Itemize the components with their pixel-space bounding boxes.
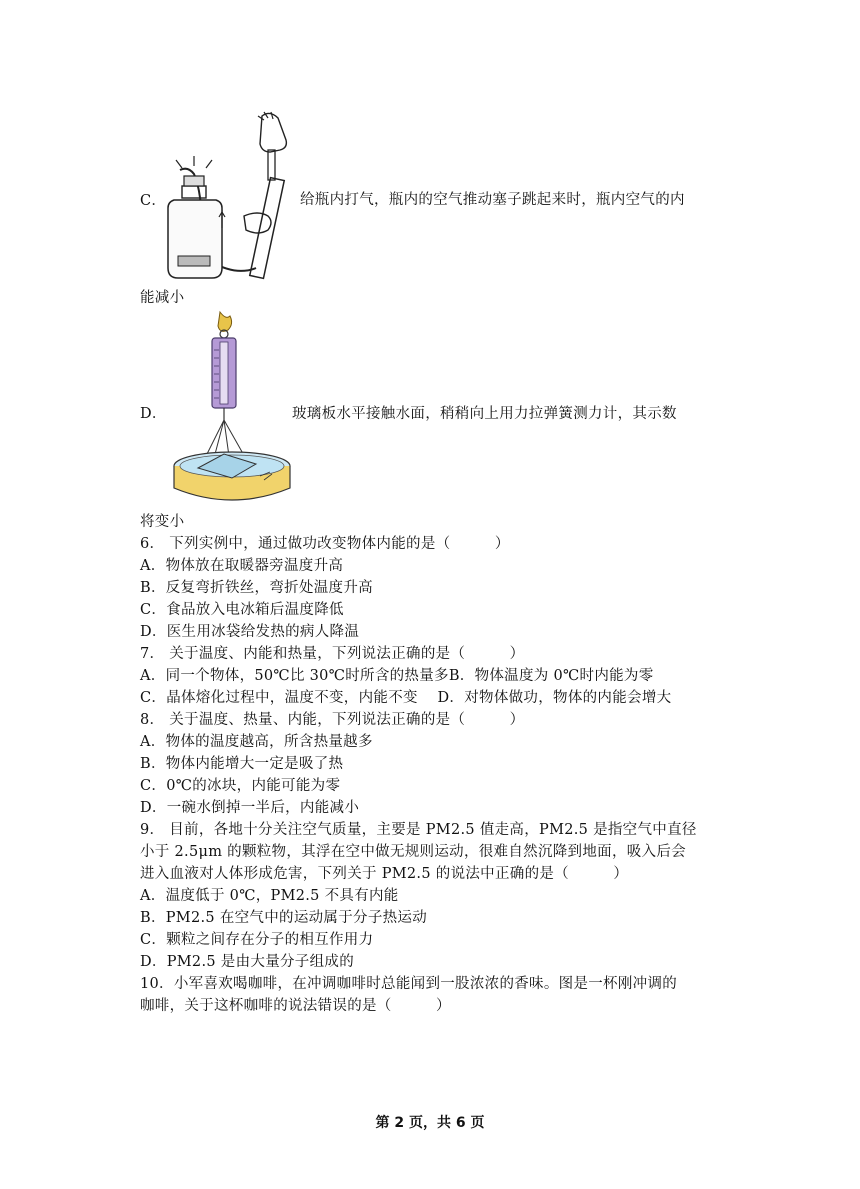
question-8-option-d[interactable]: D．一碗水倒掉一半后，内能减小 (140, 800, 360, 816)
question-8-option-c[interactable]: C．0℃的冰块，内能可能为零 (140, 778, 341, 794)
question-6-option-b[interactable]: B．反复弯折铁丝，弯折处温度升高 (140, 580, 373, 596)
question-8-stem: 8． 关于温度、热量、内能，下列说法正确的是（ ） (140, 712, 525, 728)
bottle-pump-illustration (160, 108, 300, 288)
question-6-option-c[interactable]: C．食品放入电冰箱后温度降低 (140, 602, 344, 618)
question-7-stem: 7． 关于温度、内能和热量，下列说法正确的是（ ） (140, 646, 525, 662)
question-9-option-a[interactable]: A．温度低于 0℃，PM2.5 不具有内能 (140, 888, 399, 904)
question-9-option-c[interactable]: C．颗粒之间存在分子的相互作用力 (140, 932, 374, 948)
question-10-stem-line2: 咖啡，关于这杯咖啡的说法错误的是（ ） (140, 998, 451, 1014)
question-6-option-d[interactable]: D．医生用冰袋给发热的病人降温 (140, 624, 360, 640)
option-d-text-line2: 将变小 (140, 514, 185, 530)
page-footer: 第 2 页，共 6 页 (375, 1115, 485, 1131)
option-d-label: D． (140, 406, 167, 422)
option-c-text-line1: 给瓶内打气，瓶内的空气推动塞子跳起来时，瓶内空气的内 (300, 192, 685, 208)
bottle-pump-figure (160, 108, 300, 292)
question-8-option-a[interactable]: A．物体的温度越高，所含热量越多 (140, 734, 373, 750)
question-7-options-cd[interactable]: C．晶体熔化过程中，温度不变，内能不变 D．对物体做功，物体的内能会增大 (140, 690, 672, 706)
question-9-stem-line3: 进入血液对人体形成危害，下列关于 PM2.5 的说法中正确的是（ ） (140, 866, 629, 882)
question-7-options-ab[interactable]: A．同一个物体，50℃比 30℃时所含的热量多B．物体温度为 0℃时内能为零 (140, 668, 654, 684)
question-9-stem-line2: 小于 2.5μm 的颗粒物，其浮在空中做无规则运动，很难自然沉降到地面，吸入后会 (140, 844, 686, 860)
question-9-option-d[interactable]: D．PM2.5 是由大量分子组成的 (140, 954, 354, 970)
question-6-stem: 6． 下列实例中，通过做功改变物体内能的是（ ） (140, 536, 510, 552)
question-8-option-b[interactable]: B．物体内能增大一定是吸了热 (140, 756, 344, 772)
question-6-option-a[interactable]: A．物体放在取暖器旁温度升高 (140, 558, 344, 574)
question-9-option-b[interactable]: B．PM2.5 在空气中的运动属于分子热运动 (140, 910, 428, 926)
option-d-text-line1: 玻璃板水平接触水面，稍稍向上用力拉弹簧测力计，其示数 (292, 406, 677, 422)
question-10-stem-line1: 10．小军喜欢喝咖啡，在冲调咖啡时总能闻到一股浓浓的香味。图是一杯刚冲调的 (140, 976, 678, 992)
option-c-label: C． (140, 193, 167, 209)
spring-scale-glass-water-illustration (170, 308, 298, 510)
question-9-stem-line1: 9． 目前，各地十分关注空气质量，主要是 PM2.5 值走高，PM2.5 是指空气中直径 (140, 822, 697, 838)
option-c-text-line2: 能减小 (140, 290, 185, 306)
spring-scale-figure (170, 308, 298, 514)
